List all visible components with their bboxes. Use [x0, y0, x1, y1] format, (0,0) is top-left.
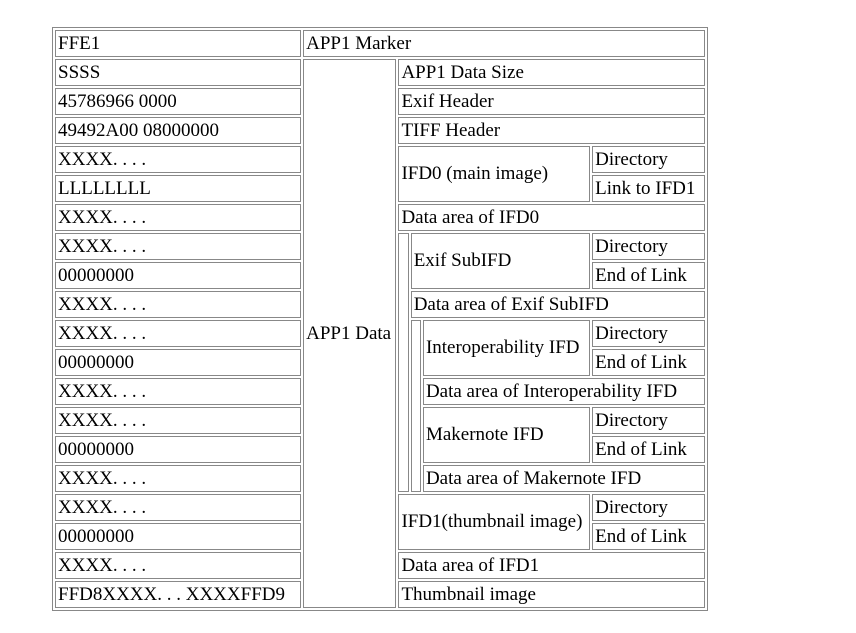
hex-cell: XXXX. . . .: [55, 407, 301, 434]
hex-cell: XXXX. . . .: [55, 146, 301, 173]
hex-cell: FFE1: [55, 30, 301, 57]
hex-cell: XXXX. . . .: [55, 552, 301, 579]
app1-data-label: APP1 Data: [303, 59, 396, 608]
exif-subifd-label: Exif SubIFD: [411, 233, 590, 289]
end-of-link-label: End of Link: [592, 262, 705, 289]
hex-cell: XXXX. . . .: [55, 233, 301, 260]
hex-cell: 00000000: [55, 523, 301, 550]
row-app1-data-size: [55, 59, 705, 86]
directory-label: Directory: [592, 320, 705, 347]
app1-marker-label: APP1 Marker: [303, 30, 705, 57]
thumbnail-image-label: Thumbnail image: [398, 581, 705, 608]
directory-label: Directory: [592, 407, 705, 434]
hex-cell: LLLLLLLL: [55, 175, 301, 202]
hex-cell: SSSS: [55, 59, 301, 86]
end-of-link-label: End of Link: [592, 436, 705, 463]
exif-structure-table: [52, 27, 708, 611]
interop-nesting-bar: [411, 320, 421, 492]
data-area-interop-label: Data area of Interoperability IFD: [423, 378, 705, 405]
hex-cell: 00000000: [55, 436, 301, 463]
hex-cell: XXXX. . . .: [55, 494, 301, 521]
tiff-header-label: TIFF Header: [398, 117, 705, 144]
row-app1-marker: [55, 30, 705, 57]
data-area-ifd0-label: Data area of IFD0: [398, 204, 705, 231]
link-to-ifd1-label: Link to IFD1: [592, 175, 705, 202]
app1-data-size-label: APP1 Data Size: [398, 59, 705, 86]
hex-cell: XXXX. . . .: [55, 204, 301, 231]
hex-cell: 49492A00 08000000: [55, 117, 301, 144]
data-area-exif-subifd-label: Data area of Exif SubIFD: [411, 291, 705, 318]
directory-label: Directory: [592, 146, 705, 173]
interop-ifd-label: Interoperability IFD: [423, 320, 590, 376]
directory-label: Directory: [592, 233, 705, 260]
directory-label: Directory: [592, 494, 705, 521]
hex-cell: XXXX. . . .: [55, 465, 301, 492]
hex-cell: 00000000: [55, 262, 301, 289]
data-area-makernote-label: Data area of Makernote IFD: [423, 465, 705, 492]
ifd0-label: IFD0 (main image): [398, 146, 590, 202]
hex-cell: 00000000: [55, 349, 301, 376]
exif-header-label: Exif Header: [398, 88, 705, 115]
hex-cell: XXXX. . . .: [55, 320, 301, 347]
hex-cell: XXXX. . . .: [55, 291, 301, 318]
hex-cell: XXXX. . . .: [55, 378, 301, 405]
ifd1-label: IFD1(thumbnail image): [398, 494, 590, 550]
data-area-ifd1-label: Data area of IFD1: [398, 552, 705, 579]
makernote-ifd-label: Makernote IFD: [423, 407, 590, 463]
end-of-link-label: End of Link: [592, 349, 705, 376]
end-of-link-label: End of Link: [592, 523, 705, 550]
hex-cell: FFD8XXXX. . . XXXXFFD9: [55, 581, 301, 608]
exif-subifd-nesting-bar: [398, 233, 408, 492]
hex-cell: 45786966 0000: [55, 88, 301, 115]
